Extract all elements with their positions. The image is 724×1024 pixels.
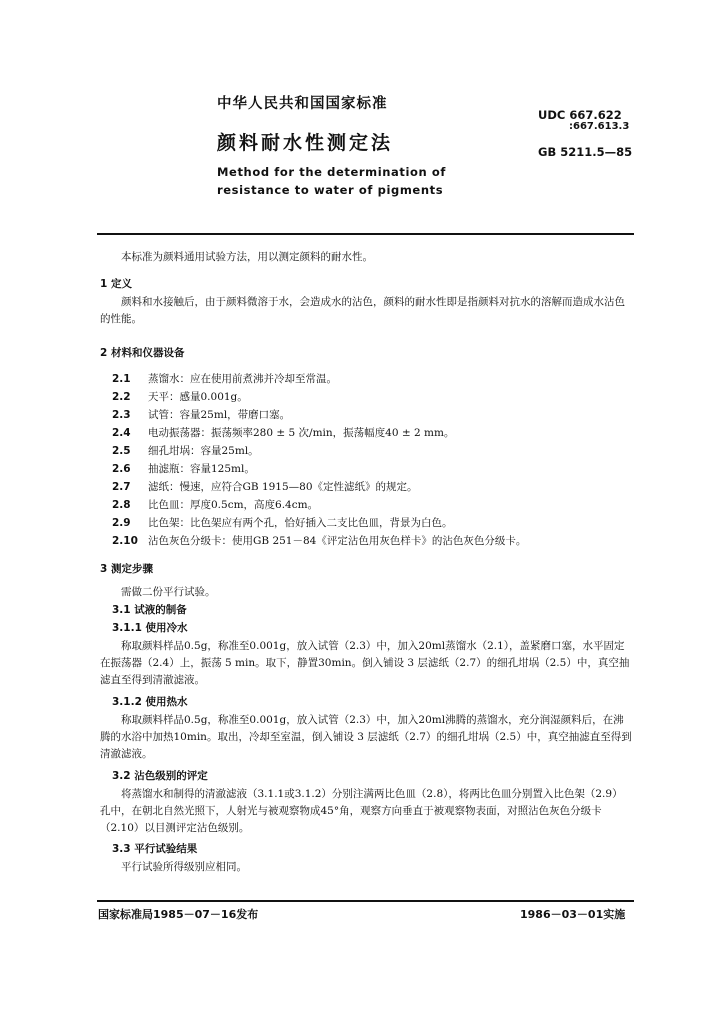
subsection-3-1-heading: 3.1 试液的制备 bbox=[112, 604, 187, 616]
subsection-3-1-1-text: 称取颜料样品0.5g，称准至0.001g，放入试管（2.3）中，加入20ml蒸馏水（2.1），盖紧磨口塞，水平固定在振荡器（2.4）上，振荡 5 min。取下，静置30min。倒入铺设 3 层滤纸（2.7）的细孔坩埚（2.5）中，真空抽滤直至得到清澈滤液。 bbox=[100, 640, 630, 686]
item-2-7 bbox=[112, 479, 418, 495]
item-number: 2.7 bbox=[112, 481, 131, 493]
item-number: 2.1 bbox=[112, 373, 131, 385]
item-text: 抽滤瓶：容量125ml。 bbox=[148, 463, 255, 475]
subsection-3-1-1-heading: 3.1.1 使用冷水 bbox=[112, 622, 188, 634]
item-number: 2.9 bbox=[112, 517, 131, 529]
top-rule bbox=[97, 233, 634, 235]
item-text: 沾色灰色分级卡：使用GB 251－84《评定沾色用灰色样卡》的沾色灰色分级卡。 bbox=[148, 535, 527, 547]
item-2-10 bbox=[112, 533, 526, 549]
item-2-2 bbox=[112, 389, 248, 405]
section-1-heading: 1 定义 bbox=[100, 278, 132, 290]
document-title: 颜料耐水性测定法 bbox=[217, 132, 394, 154]
item-number: 2.2 bbox=[112, 391, 131, 403]
subsection-3-1-2-text: 称取颜料样品0.5g，称准至0.001g，放入试管（2.3）中，加入20ml沸腾的蒸馏水，充分润湿颜料后，在沸腾的水浴中加热10min。取出，冷却至室温，倒入铺设 3 层滤纸（2.7）的细孔坩埚（2.5）中，真空抽滤直至得到清澈滤液。 bbox=[100, 714, 632, 760]
gb-code: GB 5211.5—85 bbox=[538, 145, 633, 159]
section-3-heading: 3 测定步骤 bbox=[100, 563, 153, 575]
section-2-heading: 2 材料和仪器设备 bbox=[100, 347, 185, 359]
item-text: 比色架：比色架应有两个孔，恰好插入二支比色皿，背景为白色。 bbox=[148, 517, 453, 529]
standard-name: 中华人民共和国国家标准 bbox=[217, 96, 388, 112]
item-number: 2.3 bbox=[112, 409, 131, 421]
item-text: 细孔坩埚：容量25ml。 bbox=[148, 445, 259, 457]
item-2-3 bbox=[112, 407, 290, 423]
item-2-8 bbox=[112, 497, 318, 513]
item-number: 2.10 bbox=[112, 535, 138, 547]
english-title-line2: resistance to water of pigments bbox=[217, 183, 444, 197]
english-title-line1: Method for the determination of bbox=[217, 165, 447, 179]
subsection-3-2-text: 将蒸馏水和制得的清澈滤液（3.1.1或3.1.2）分别注满两比色皿（2.8），将两比色皿分别置入比色架（2.9）孔中，在朝北自然光照下，人射光与被观察物成45°角，观察方向垂直于被观察物表面，对照沾色灰色分级卡（2.10）以目测评定沾色级别。 bbox=[100, 788, 623, 834]
item-2-1 bbox=[112, 371, 337, 387]
item-2-9 bbox=[112, 515, 453, 531]
item-number: 2.8 bbox=[112, 499, 131, 511]
item-text: 滤纸：慢速，应符合GB 1915—80《定性滤纸》的规定。 bbox=[148, 481, 418, 493]
item-number: 2.6 bbox=[112, 463, 131, 475]
intro-text: 本标准为颜料通用试验方法，用以测定颜料的耐水性。 bbox=[121, 251, 373, 263]
section-3-lead: 需做二份平行试验。 bbox=[121, 586, 216, 598]
effective-date: 1986－03－01实施 bbox=[520, 908, 626, 921]
section-1-text: 颜料和水接触后，由于颜料微溶于水，会造成水的沾色，颜料的耐水性即是指颜料对抗水的溶解而造成水沾色的性能。 bbox=[100, 296, 625, 325]
item-number: 2.5 bbox=[112, 445, 131, 457]
subsection-3-2-heading: 3.2 沾色级别的评定 bbox=[112, 770, 208, 782]
subsection-3-1-2-heading: 3.1.2 使用热水 bbox=[112, 696, 188, 708]
item-2-6 bbox=[112, 461, 255, 477]
subsection-3-3-text: 平行试验所得级别应相同。 bbox=[121, 861, 247, 873]
subsection-3-3-heading: 3.3 平行试验结果 bbox=[112, 843, 198, 855]
item-text: 试管：容量25ml，带磨口塞。 bbox=[148, 409, 291, 421]
udc-code-sub: :667.613.3 bbox=[569, 121, 630, 132]
bottom-rule bbox=[97, 900, 634, 902]
item-2-5 bbox=[112, 443, 259, 459]
item-text: 天平：感量0.001g。 bbox=[148, 391, 248, 403]
item-text: 蒸馏水：应在使用前煮沸并冷却至常温。 bbox=[148, 373, 337, 385]
item-text: 比色皿：厚度0.5cm，高度6.4cm。 bbox=[148, 499, 319, 511]
item-number: 2.4 bbox=[112, 427, 131, 439]
issue-date: 国家标准局1985－07－16发布 bbox=[98, 908, 259, 921]
item-2-4 bbox=[112, 425, 454, 441]
udc-code: UDC 667.622 bbox=[538, 108, 622, 122]
item-text: 电动振荡器：振荡频率280 ± 5 次/min，振荡幅度40 ± 2 mm。 bbox=[148, 427, 455, 439]
